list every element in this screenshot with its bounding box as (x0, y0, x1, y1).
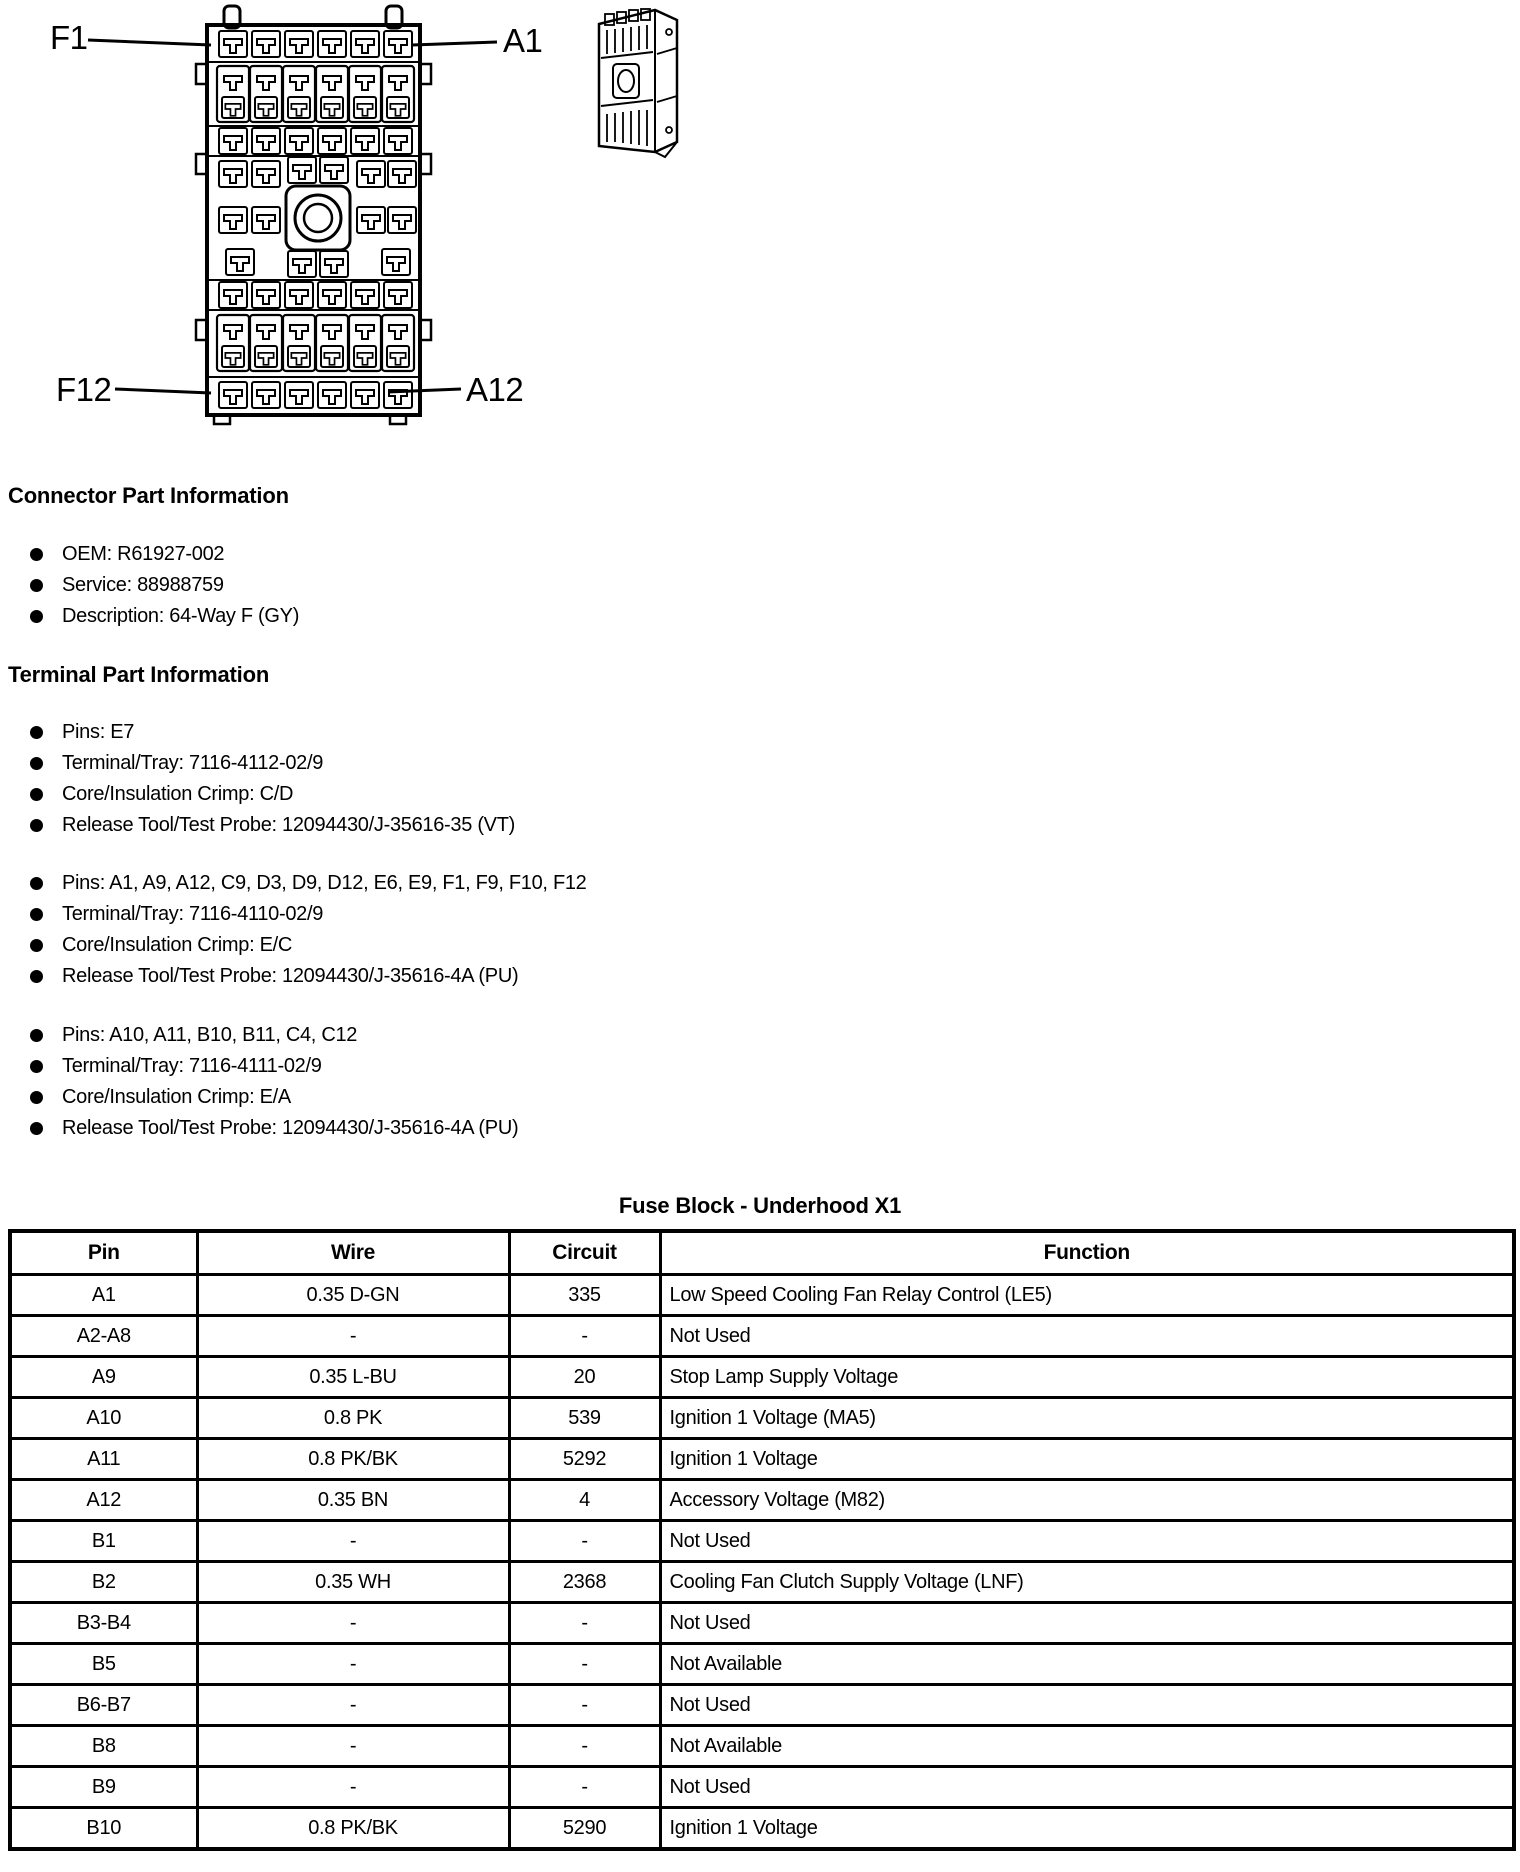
cell-pin: B3-B4 (10, 1603, 197, 1644)
cell-pin: B9 (10, 1767, 197, 1808)
bullet-text: Terminal/Tray: 7116-4112-02/9 (62, 752, 324, 774)
cell-circuit: - (509, 1644, 660, 1685)
cell-function: Not Used (660, 1521, 1514, 1562)
table-row (10, 1685, 1514, 1726)
cell-function: Not Available (660, 1726, 1514, 1767)
list-item (0, 539, 1520, 570)
list-item (0, 899, 1520, 930)
terminal-info-group-1 (0, 717, 1520, 841)
list-item (0, 601, 1520, 632)
cell-pin: A10 (10, 1398, 197, 1439)
table-row (10, 1398, 1514, 1439)
terminal-info-group-3 (0, 1020, 1520, 1144)
pin-label-a1: A1 (503, 22, 543, 59)
cell-circuit: 20 (509, 1357, 660, 1398)
cell-wire: - (197, 1603, 509, 1644)
cell-function: Not Used (660, 1685, 1514, 1726)
table-header-row (10, 1231, 1514, 1275)
bullet-icon (30, 970, 43, 983)
table-row (10, 1275, 1514, 1316)
terminal-part-heading: Terminal Part Information (8, 662, 270, 687)
bullet-text: Terminal/Tray: 7116-4111-02/9 (62, 1055, 322, 1077)
cell-function: Stop Lamp Supply Voltage (660, 1357, 1514, 1398)
connector-part-heading: Connector Part Information (8, 483, 289, 508)
cell-function: Ignition 1 Voltage (MA5) (660, 1398, 1514, 1439)
cell-circuit: - (509, 1767, 660, 1808)
bullet-icon (30, 1029, 43, 1042)
pin-label-a12: A12 (466, 371, 524, 408)
cell-pin: A11 (10, 1439, 197, 1480)
cell-function: Low Speed Cooling Fan Relay Control (LE5) (660, 1275, 1514, 1316)
cell-pin: B6-B7 (10, 1685, 197, 1726)
table-row (10, 1439, 1514, 1480)
cell-circuit: 335 (509, 1275, 660, 1316)
cell-circuit: - (509, 1603, 660, 1644)
cell-pin: B5 (10, 1644, 197, 1685)
header-pin: Pin (10, 1231, 197, 1275)
list-item (0, 1051, 1520, 1082)
bullet-text: Core/Insulation Crimp: E/C (62, 934, 293, 956)
cell-function: Not Used (660, 1603, 1514, 1644)
cell-function: Not Used (660, 1316, 1514, 1357)
cell-pin: B10 (10, 1808, 197, 1850)
header-circuit: Circuit (509, 1231, 660, 1275)
bullet-icon (30, 548, 43, 561)
cell-circuit: - (509, 1521, 660, 1562)
pin-label-f12: F12 (56, 371, 112, 408)
list-item (0, 570, 1520, 601)
bullet-text: Pins: A10, A11, B10, B11, C4, C12 (62, 1024, 358, 1046)
cell-pin: B1 (10, 1521, 197, 1562)
list-item (0, 930, 1520, 961)
cell-circuit: - (509, 1726, 660, 1767)
cell-wire: 0.35 WH (197, 1562, 509, 1603)
bullet-text: Release Tool/Test Probe: 12094430/J-35616-4A (PU) (62, 1117, 519, 1139)
bullet-text: Terminal/Tray: 7116-4110-02/9 (62, 903, 324, 925)
bullet-text: Pins: A1, A9, A12, C9, D3, D9, D12, E6, E9, F1, F9, F10, F12 (62, 872, 587, 894)
cell-wire: - (197, 1521, 509, 1562)
bullet-text: Core/Insulation Crimp: E/A (62, 1086, 291, 1108)
cell-function: Cooling Fan Clutch Supply Voltage (LNF) (660, 1562, 1514, 1603)
fuse-block-table (8, 1229, 1516, 1851)
cell-wire: 0.35 BN (197, 1480, 509, 1521)
bullet-icon (30, 1122, 43, 1135)
table-row (10, 1808, 1514, 1850)
cell-wire: - (197, 1316, 509, 1357)
header-wire: Wire (197, 1231, 509, 1275)
bullet-text: Pins: E7 (62, 721, 135, 743)
cell-wire: - (197, 1644, 509, 1685)
main-connector-drawing (196, 6, 431, 424)
cell-pin: B2 (10, 1562, 197, 1603)
table-row (10, 1767, 1514, 1808)
bullet-icon (30, 788, 43, 801)
bullet-icon (30, 877, 43, 890)
bullet-icon (30, 610, 43, 623)
cell-circuit: 5290 (509, 1808, 660, 1850)
cell-pin: A9 (10, 1357, 197, 1398)
bullet-icon (30, 726, 43, 739)
bullet-icon (30, 579, 43, 592)
table-row (10, 1521, 1514, 1562)
cell-wire: 0.8 PK/BK (197, 1439, 509, 1480)
cell-pin: A12 (10, 1480, 197, 1521)
table-row (10, 1644, 1514, 1685)
cell-pin: B8 (10, 1726, 197, 1767)
cell-function: Not Available (660, 1644, 1514, 1685)
cell-circuit: 2368 (509, 1562, 660, 1603)
cell-circuit: 539 (509, 1398, 660, 1439)
cell-wire: - (197, 1685, 509, 1726)
bullet-icon (30, 908, 43, 921)
bullet-text: Release Tool/Test Probe: 12094430/J-35616-4A (PU) (62, 965, 519, 987)
table-row (10, 1316, 1514, 1357)
bullet-text: Service: 88988759 (62, 574, 224, 596)
cell-function: Not Used (660, 1767, 1514, 1808)
cell-wire: 0.8 PK/BK (197, 1808, 509, 1850)
cell-wire: 0.8 PK (197, 1398, 509, 1439)
cell-pin: A2-A8 (10, 1316, 197, 1357)
list-item (0, 717, 1520, 748)
leader-f1 (88, 40, 211, 45)
bullet-icon (30, 1060, 43, 1073)
connector-side-view (599, 9, 677, 157)
list-item (0, 810, 1520, 841)
list-item (0, 868, 1520, 899)
bullet-text: Core/Insulation Crimp: C/D (62, 783, 294, 805)
bullet-icon (30, 757, 43, 770)
cell-wire: 0.35 L-BU (197, 1357, 509, 1398)
leader-a1 (412, 42, 497, 45)
bullet-icon (30, 1091, 43, 1104)
table-row (10, 1357, 1514, 1398)
terminal-info-group-2 (0, 868, 1520, 992)
cell-circuit: 4 (509, 1480, 660, 1521)
cell-wire: - (197, 1726, 509, 1767)
leader-f12 (115, 389, 211, 393)
cell-wire: 0.35 D-GN (197, 1275, 509, 1316)
connector-info-list (0, 539, 1520, 632)
list-item (0, 1082, 1520, 1113)
bullet-text: OEM: R61927-002 (62, 543, 225, 565)
cell-circuit: 5292 (509, 1439, 660, 1480)
list-item (0, 748, 1520, 779)
pin-label-f1: F1 (50, 19, 88, 56)
cell-circuit: - (509, 1685, 660, 1726)
cell-function: Accessory Voltage (M82) (660, 1480, 1514, 1521)
table-row (10, 1603, 1514, 1644)
cell-function: Ignition 1 Voltage (660, 1808, 1514, 1850)
bullet-icon (30, 939, 43, 952)
cell-circuit: - (509, 1316, 660, 1357)
bullet-icon (30, 819, 43, 832)
table-row (10, 1480, 1514, 1521)
cell-wire: - (197, 1767, 509, 1808)
connector-diagram (0, 0, 1520, 438)
cell-pin: A1 (10, 1275, 197, 1316)
bullet-text: Release Tool/Test Probe: 12094430/J-35616-35 (VT) (62, 814, 515, 836)
cell-function: Ignition 1 Voltage (660, 1439, 1514, 1480)
table-row (10, 1562, 1514, 1603)
list-item (0, 1113, 1520, 1144)
bullet-text: Description: 64-Way F (GY) (62, 605, 300, 627)
list-item (0, 961, 1520, 992)
header-function: Function (660, 1231, 1514, 1275)
leader-lines (88, 40, 497, 393)
list-item (0, 779, 1520, 810)
list-item (0, 1020, 1520, 1051)
table-title: Fuse Block - Underhood X1 (618, 1193, 902, 1218)
table-row (10, 1726, 1514, 1767)
